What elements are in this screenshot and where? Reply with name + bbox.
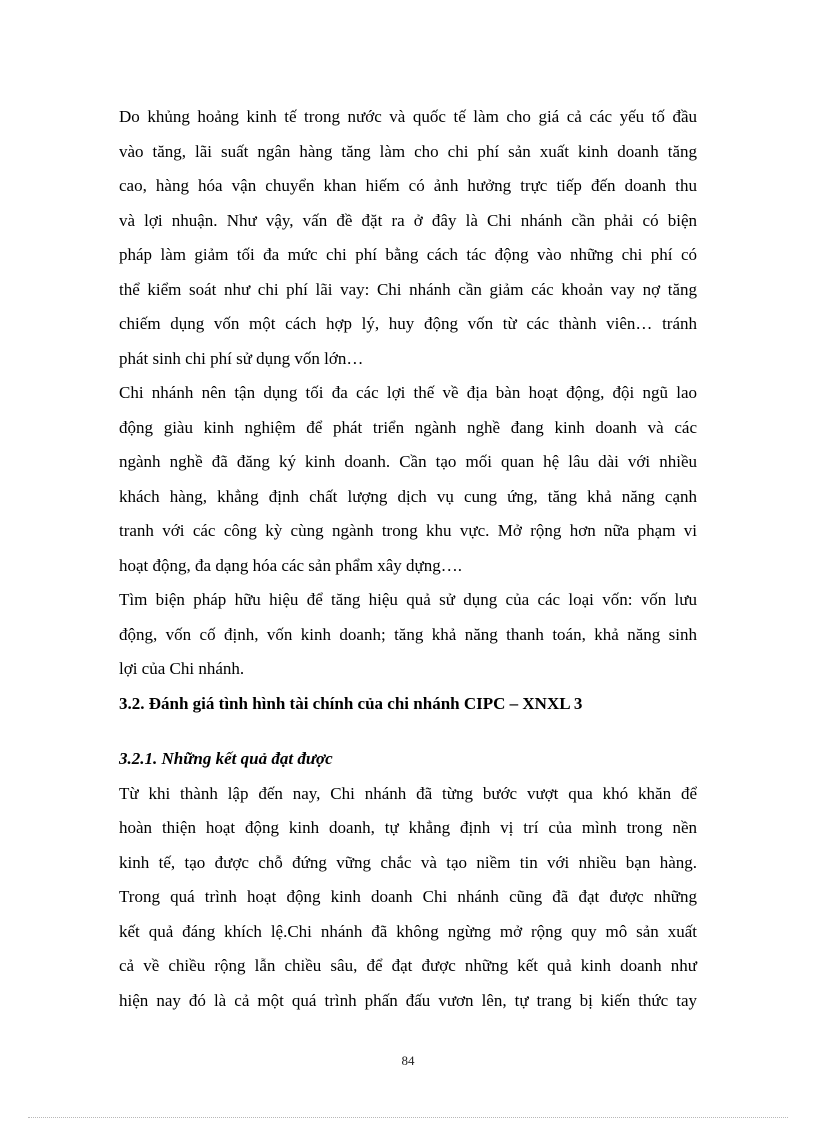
text-line: Chi nhánh nên tận dụng tối đa các lợi thế về địa bàn hoạt động, đội ngũ lao <box>119 383 697 402</box>
subsection-heading: 3.2.1. Những kết quả đạt được <box>119 749 333 768</box>
text-line: cao, hàng hóa vận chuyển khan hiếm có ảnh hưởng trực tiếp đến doanh thu <box>119 176 697 195</box>
text-line: Tìm biện pháp hữu hiệu để tăng hiệu quả sử dụng của các loại vốn: vốn lưu <box>119 590 697 609</box>
text-line: Do khủng hoảng kinh tế trong nước và quốc tế làm cho giá cả các yếu tố đầu <box>119 107 697 126</box>
text-line: kinh tế, tạo được chỗ đứng vững chắc và tạo niềm tin với nhiều bạn hàng. <box>119 852 697 872</box>
text-line: pháp làm giảm tối đa mức chi phí bằng cách tác động vào những chi phí có <box>119 245 697 264</box>
page-number: 84 <box>401 1053 415 1068</box>
section-heading: 3.2. Đánh giá tình hình tài chính của chi nhánh CIPC – XNXL 3 <box>119 693 583 713</box>
text-line: và lợi nhuận. Như vậy, vấn đề đặt ra ở đây là Chi nhánh cần phải có biện <box>119 210 697 230</box>
text-line: cả về chiều rộng lẫn chiều sâu, để đạt được những kết quả kinh doanh như <box>119 956 697 975</box>
text-line: thể kiểm soát như chi phí lãi vay: Chi nhánh cần giảm các khoản vay nợ tăng <box>119 279 697 299</box>
text-line: vào tăng, lãi suất ngân hàng tăng làm cho chi phí sản xuất kinh doanh tăng <box>119 141 697 161</box>
text-line: Từ khi thành lập đến nay, Chi nhánh đã từng bước vượt qua khó khăn để <box>119 783 697 803</box>
text-line: động giàu kinh nghiệm để phát triển ngành nghề đang kinh doanh và các <box>119 417 697 437</box>
page-content <box>119 100 697 1018</box>
paragraph <box>119 376 697 583</box>
text-line: tranh với các công kỳ cùng ngành trong khu vực. Mở rộng hơn nữa phạm vi <box>119 521 697 540</box>
page-bottom-divider <box>28 1117 788 1118</box>
text-line: phát sinh chi phí sử dụng vốn lớn… <box>119 348 364 368</box>
text-line: chiếm dụng vốn một cách hợp lý, huy động vốn từ các thành viên… tránh <box>119 314 697 333</box>
text-line: khách hàng, khẳng định chất lượng dịch vụ cung ứng, tăng khả năng cạnh <box>119 486 697 506</box>
text-line: ngành nghề đã đăng ký kinh doanh. Cần tạo mối quan hệ lâu dài với nhiều <box>119 452 697 471</box>
paragraph <box>119 583 697 687</box>
paragraph <box>119 100 697 376</box>
text-line: hiện nay đó là cả một quá trình phấn đấu vươn lên, tự trang bị kiến thức tay <box>119 990 697 1010</box>
text-line: lợi của Chi nhánh. <box>119 659 245 678</box>
text-line: động, vốn cố định, vốn kinh doanh; tăng khả năng thanh toán, khả năng sinh <box>119 624 697 644</box>
text-line: Trong quá trình hoạt động kinh doanh Chi nhánh cũng đã đạt được những <box>119 887 697 906</box>
text-line: kết quả đáng khích lệ.Chi nhánh đã không ngừng mở rộng quy mô sản xuất <box>119 921 697 941</box>
text-line: hoạt động, đa dạng hóa các sản phẩm xây dựng…. <box>119 555 462 575</box>
text-line: hoàn thiện hoạt động kinh doanh, tự khẳng định vị trí của mình trong nền <box>119 818 697 837</box>
paragraph <box>119 777 697 1019</box>
